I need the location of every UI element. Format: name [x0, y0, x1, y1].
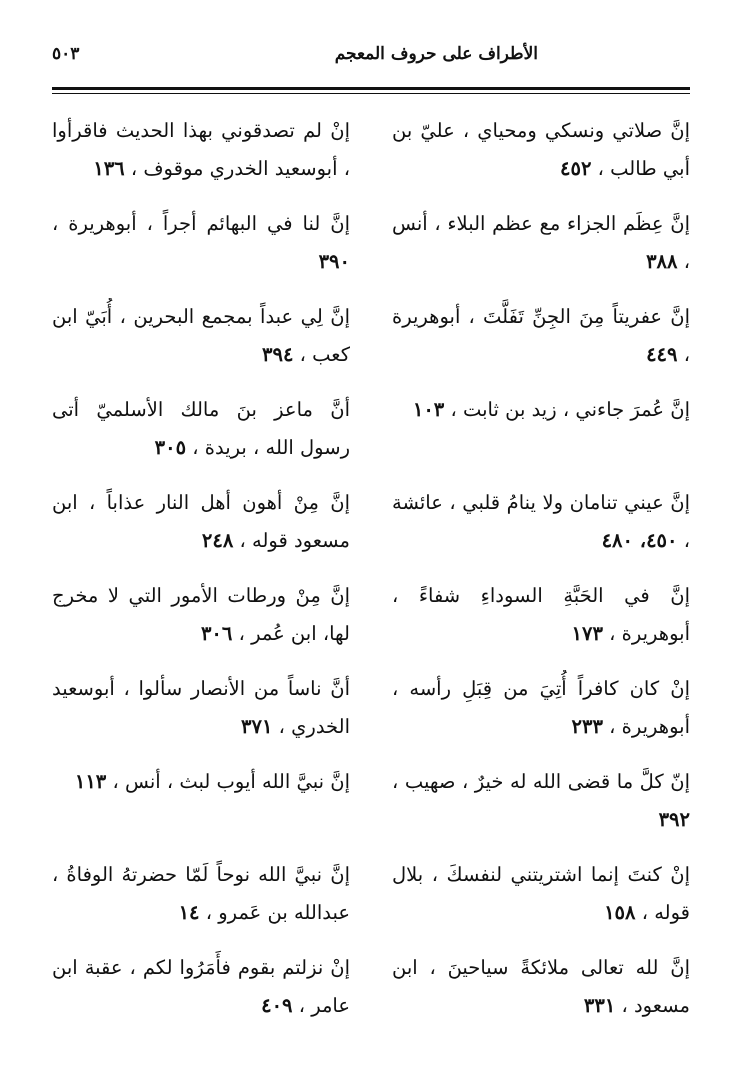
entry-reference: ٣٨٨ [646, 250, 678, 273]
entry-reference: ٤٤٩ [646, 343, 678, 366]
entry-reference: ٣٩٢ [658, 808, 690, 831]
entry-reference: ٤٠٩ [261, 994, 293, 1017]
page-number: ٥٠٣ [52, 44, 80, 64]
index-entry [392, 205, 690, 298]
page-header [52, 38, 690, 78]
entry-reference: ١٥٨ [604, 901, 636, 924]
entry-text: أنَّ ماعز بنَ مالك الأسلميّ أتى رسول الله ، بريدة ، [52, 398, 350, 459]
entry-reference: ١٤ [178, 901, 200, 924]
index-entry [392, 577, 690, 670]
entry-text: إنْ كان كافراً أُتِيَ من قِبَلِ رأسه ، أبوهريرة ، [392, 677, 690, 738]
entry-text: إنَّ عفريتاً مِنَ الجِنِّ تَفَلَّتَ ، أبوهريرة ، [392, 305, 690, 366]
index-entry [52, 205, 350, 298]
entry-reference: ٣٠٦ [200, 622, 233, 645]
index-entry [52, 763, 350, 856]
header-rule-thin [52, 93, 690, 94]
entry-text: إنَّ مِنْ أهون أهل النار عذاباً ، ابن مسعود قوله ، [52, 491, 350, 552]
entry-text: إنَّ نبيَّ الله أيوب لبث ، أنس ، [112, 770, 350, 793]
entry-text: إنَّ لله تعالى ملائكةً سياحينَ ، ابن مسعود ، [392, 956, 690, 1017]
entry-text: إنَّ صلاتي ونسكي ومحياي ، عليّ بن أبي طالب ، [392, 119, 690, 180]
entry-reference: ٤٥٢ [560, 157, 592, 180]
entry-reference: ٣٧١ [241, 715, 273, 738]
index-entry [392, 298, 690, 391]
index-columns [52, 112, 690, 1042]
running-title: الأطراف على حروف المعجم [334, 44, 538, 64]
entry-reference: ٣٩٠ [318, 250, 350, 273]
index-entry [392, 856, 690, 949]
entry-text: إنَّ لنا في البهائم أجراً ، أبوهريرة ، [52, 212, 350, 235]
entry-text: إنْ كنتَ إنما اشتريتني لنفسكَ ، بلال قوله ، [392, 863, 690, 924]
entry-reference: ١٠٣ [412, 398, 445, 421]
entry-text: إنَّ في الحَبَّةِ السوداءِ شفاءً ، أبوهريرة ، [392, 584, 690, 645]
index-entry [52, 949, 350, 1042]
index-entry [52, 391, 350, 484]
index-entry [52, 484, 350, 577]
entry-reference: ١٣٦ [93, 157, 125, 180]
index-entry [52, 112, 350, 205]
index-entry [52, 298, 350, 391]
entry-reference: ٢٤٨ [201, 529, 234, 552]
entry-text: إنَّ مِنْ ورطات الأمور التي لا مخرج لها، ابن عُمر ، [52, 584, 350, 645]
index-entry [52, 670, 350, 763]
entry-text: إنَّ عِظَم الجزاء مع عظم البلاء ، أنس ، [392, 212, 690, 273]
index-entry [392, 670, 690, 763]
entry-text: إنْ لم تصدقوني بهذا الحديث فاقرأوا ، أبوسعيد الخدري موقوف ، [52, 119, 350, 180]
index-entry [392, 949, 690, 1042]
entry-text: إنّ كلَّ ما قضى الله له خيرٌ ، صهيب ، [392, 770, 690, 793]
entry-text: إنْ نزلتم بقوم فأَمَرُوا لكم ، عقبة ابن عامر ، [52, 956, 350, 1017]
entry-reference: ٣٣١ [583, 994, 616, 1017]
index-entry [52, 577, 350, 670]
index-entry [392, 763, 690, 856]
entry-text: إنَّ لِي عبداً بمجمع البحرين ، أُبَيّ ابن كعب ، [52, 305, 350, 366]
entry-text: أنَّ ناساً من الأنصار سألوا ، أبوسعيد الخدري ، [52, 677, 350, 738]
entry-text: إنَّ عُمرَ جاءني ، زيد بن ثابت ، [450, 398, 690, 421]
index-entry [392, 112, 690, 205]
entry-reference: ١٧٣ [571, 622, 603, 645]
entry-reference: ٣٩٤ [262, 343, 294, 366]
entry-text: إنَّ نبيَّ الله نوحاً لَمّا حضرتهُ الوفاةُ ، عبدالله بن عَمرو ، [52, 863, 350, 924]
header-rule-thick [52, 87, 690, 90]
entry-reference: ٢٣٣ [571, 715, 603, 738]
entry-reference: ٣٠٥ [154, 436, 187, 459]
index-entry [52, 856, 350, 949]
index-entry [392, 484, 690, 577]
entry-reference: ١١٣ [74, 770, 107, 793]
entry-text: إنَّ عيني تنامان ولا ينامُ قلبي ، عائشة ، [392, 491, 690, 552]
right-column [392, 112, 690, 1042]
left-column [52, 112, 350, 1042]
entry-reference: ٤٥٠، ٤٨٠ [601, 529, 678, 552]
index-entry [392, 391, 690, 484]
